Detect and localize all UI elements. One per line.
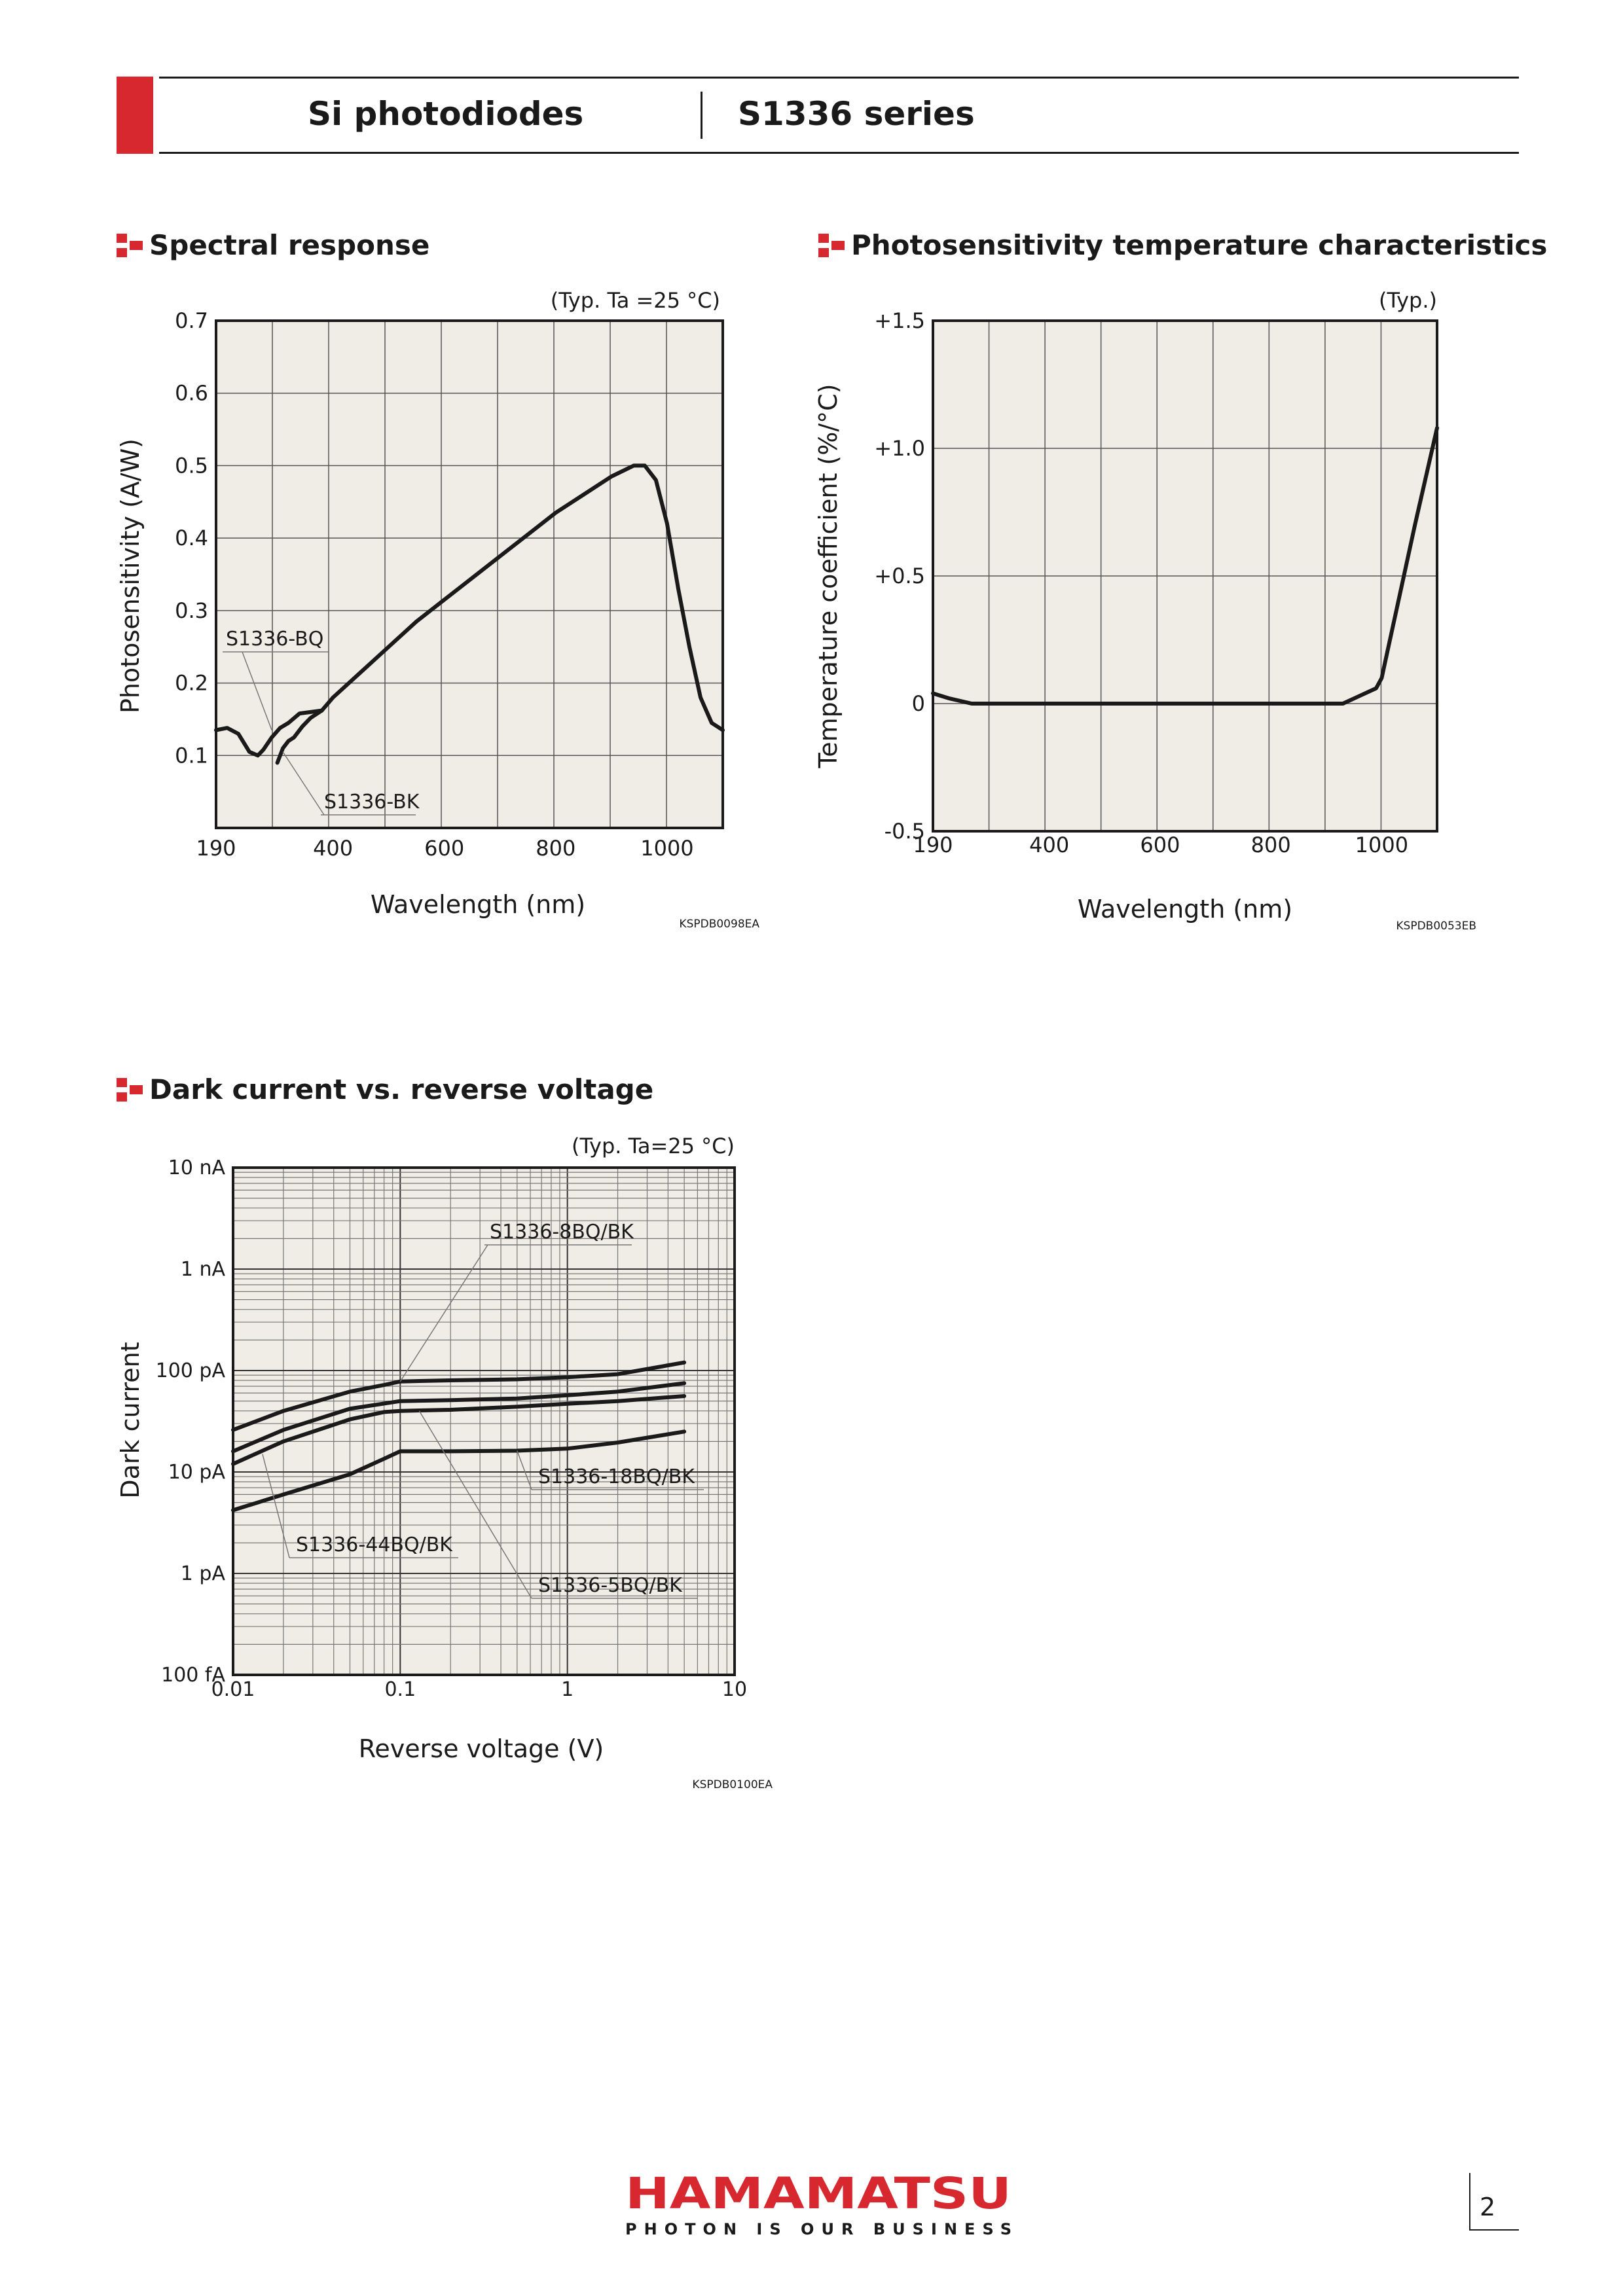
section-dark-heading: [117, 1073, 653, 1105]
section-spectral-title: Spectral response: [149, 229, 430, 261]
temp-y-tick-label: +1.0: [874, 436, 925, 461]
temp-y-tick-label: +1.5: [874, 308, 925, 333]
dark-y-tick-label: 10 pA: [168, 1461, 225, 1484]
spectral-x-tick-label: 400: [313, 836, 354, 861]
temp-figure-code: KSPDB0053EB: [1396, 920, 1476, 933]
temp-y-tick-label: +0.5: [874, 564, 925, 588]
dark-y-tick-label: 100 fA: [161, 1664, 225, 1687]
spectral-y-tick-label: 0.6: [175, 380, 208, 406]
dark-x-axis-label: Reverse voltage (V): [358, 1734, 604, 1763]
annotation-s1336-44bq-bk: S1336-44BQ/BK: [296, 1534, 452, 1556]
temp-y-tick-label: -0.5: [884, 819, 925, 844]
annotation-s1336-bk: S1336-BK: [324, 791, 420, 814]
spectral-typ-note: (Typ. Ta =25 °C): [550, 288, 720, 313]
temperature-coefficient-chart: [805, 281, 1512, 936]
section-dark-title: Dark current vs. reverse voltage: [149, 1073, 654, 1105]
temp-y-axis-label: Temperature coefficient (%/°C): [814, 384, 843, 768]
dark-current-chart: [105, 1126, 799, 1806]
dark-figure-code: KSPDB0100EA: [692, 1778, 773, 1791]
spectral-y-tick-label: 0.7: [175, 308, 208, 333]
annotation-s1336-8bq-bk: S1336-8BQ/BK: [490, 1221, 634, 1244]
hamamatsu-logo: [622, 2172, 1015, 2237]
spectral-x-tick-label: 190: [196, 836, 236, 861]
dark-x-tick-label: 10: [721, 1678, 748, 1701]
temp-typ-note: (Typ.): [1379, 288, 1437, 313]
annotation-s1336-bq: S1336-BQ: [226, 628, 324, 651]
spectral-response-chart: [105, 281, 799, 936]
spectral-figure-code: KSPDB0098EA: [679, 918, 759, 931]
page-number: 2: [1480, 2193, 1496, 2221]
dark-y-axis-label: Dark current: [116, 1342, 145, 1499]
temp-x-tick-label: 400: [1029, 833, 1070, 857]
spectral-x-tick-label: 600: [424, 836, 465, 861]
annotation-s1336-18bq-bk: S1336-18BQ/BK: [538, 1465, 695, 1488]
header-series-title: S1336 series: [738, 95, 975, 133]
header-product-title: Si photodiodes: [308, 95, 584, 133]
header-separator: [701, 92, 702, 139]
spectral-y-axis-label: Photosensitivity (A/W): [116, 438, 145, 714]
section-bullet-icon: [117, 1078, 143, 1102]
spectral-plot-area: [216, 321, 723, 828]
dark-x-tick-label: 0.01: [211, 1678, 255, 1701]
dark-typ-note: (Typ. Ta=25 °C): [571, 1134, 735, 1158]
temp-x-tick-label: 600: [1140, 833, 1180, 857]
spectral-y-tick-label: 0.3: [175, 598, 208, 623]
spectral-x-tick-label: 1000: [640, 836, 694, 861]
header-red-block: [117, 77, 153, 154]
temp-x-tick-label: 1000: [1355, 833, 1409, 857]
temp-x-tick-label: 190: [913, 833, 953, 857]
spectral-y-tick-label: 0.4: [175, 526, 208, 551]
header-rule-bottom: [159, 152, 1519, 154]
header-rule-top: [159, 77, 1519, 79]
spectral-x-tick-label: 800: [536, 836, 576, 861]
section-temp-heading: [818, 229, 1547, 261]
temp-y-tick-label: 0: [911, 691, 925, 716]
section-bullet-icon: [818, 234, 845, 257]
dark-y-tick-label: 100 pA: [155, 1359, 225, 1382]
dark-x-tick-label: 0.1: [384, 1678, 416, 1701]
temp-x-tick-label: 800: [1250, 833, 1291, 857]
dark-y-tick-label: 10 nA: [168, 1157, 225, 1179]
spectral-y-tick-label: 0.1: [175, 743, 208, 768]
annotation-s1336-5bq-bk: S1336-5BQ/BK: [538, 1574, 682, 1597]
dark-y-tick-label: 1 nA: [180, 1258, 225, 1281]
temp-x-axis-label: Wavelength (nm): [1077, 895, 1293, 924]
section-temp-title: Photosensitivity temperature characteristics: [851, 229, 1548, 261]
page-number-rule-horizontal: [1469, 2229, 1519, 2231]
dark-y-tick-label: 1 pA: [180, 1562, 225, 1585]
section-bullet-icon: [117, 234, 143, 257]
dark-x-tick-label: 1: [561, 1678, 574, 1701]
spectral-y-tick-label: 0.2: [175, 670, 208, 696]
page-number-rule-vertical: [1469, 2173, 1470, 2231]
spectral-y-tick-label: 0.5: [175, 453, 208, 478]
logo-tagline: PHOTON IS OUR BUSINESS: [625, 2220, 1012, 2237]
logo-wordmark: HAMAMATSU: [625, 2172, 1012, 2219]
spectral-x-axis-label: Wavelength (nm): [370, 890, 586, 919]
section-spectral-heading: [117, 229, 429, 261]
